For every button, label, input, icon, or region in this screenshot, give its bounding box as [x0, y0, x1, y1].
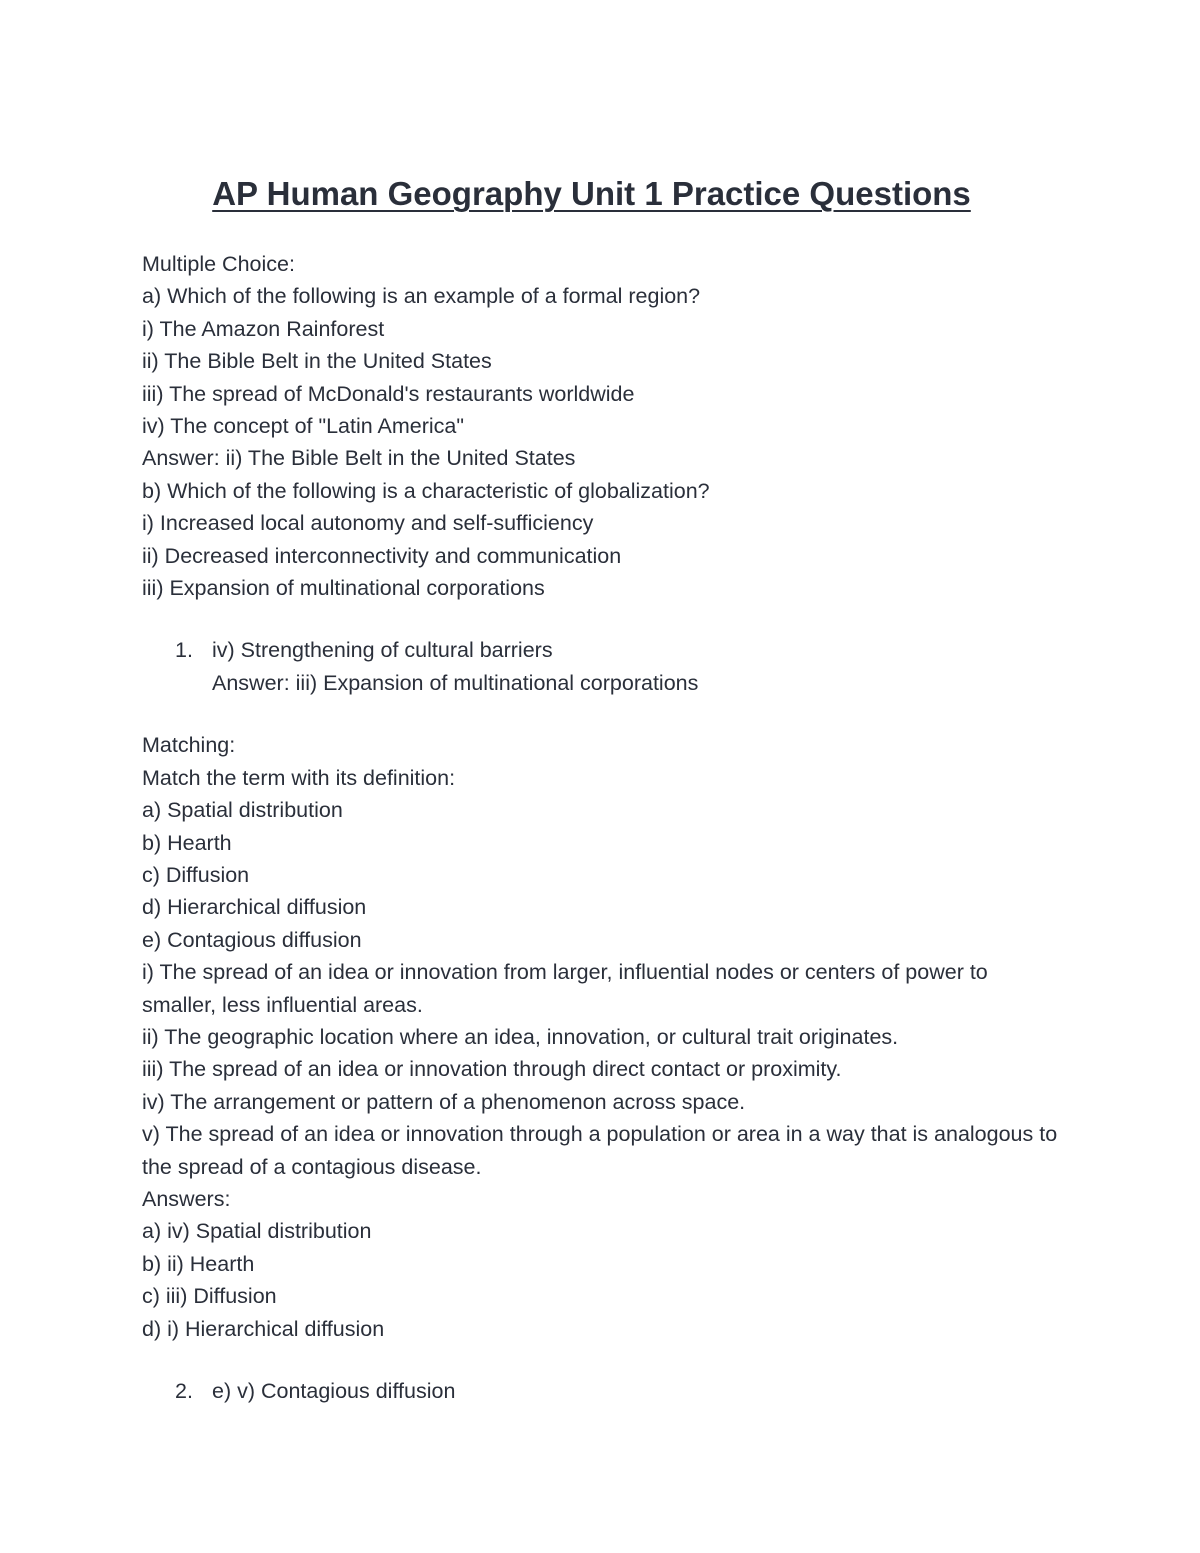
matching-term: c) Diffusion: [142, 862, 250, 887]
matching-instruction: Match the term with its definition:: [142, 765, 456, 790]
question-b-option: i) Increased local autonomy and self-sufficiency: [142, 511, 594, 536]
document-body: [142, 248, 1062, 1407]
matching-answer: a) iv) Spatial distribution: [142, 1219, 372, 1244]
question-a-option: iv) The concept of "Latin America": [142, 414, 464, 439]
question-b-option: ii) Decreased interconnectivity and communication: [142, 543, 622, 568]
matching-definition: ii) The geographic location where an idea, innovation, or cultural trait originates.: [142, 1024, 899, 1049]
question-a-option: iii) The spread of McDonald's restaurants worldwide: [142, 381, 635, 406]
list-number: 2.: [175, 1379, 193, 1403]
page-title: AP Human Geography Unit 1 Practice Questions: [212, 175, 971, 212]
matching-definition: iii) The spread of an idea or innovation through direct contact or proximity.: [142, 1057, 842, 1082]
matching-term: b) Hearth: [142, 830, 232, 855]
list-number: 1.: [175, 638, 193, 663]
question-a-answer: Answer: ii) The Bible Belt in the United States: [142, 446, 576, 471]
answers-heading: Answers:: [142, 1186, 231, 1211]
question-a: a) Which of the following is an example of a formal region?: [142, 284, 701, 309]
matching-term: e) Contagious diffusion: [142, 927, 362, 952]
question-a-option: i) The Amazon Rainforest: [142, 316, 385, 341]
matching-answer: c) iii) Diffusion: [142, 1284, 277, 1309]
matching-definition: i) The spread of an idea or innovation from larger, influential nodes or centers of power to smaller, less influential areas.: [142, 960, 988, 1017]
question-b-option: iv) Strengthening of cultural barriers: [212, 638, 553, 663]
matching-definition: iv) The arrangement or pattern of a phenomenon across space.: [142, 1089, 746, 1114]
question-b-answer: Answer: iii) Expansion of multinational corporations: [212, 670, 699, 695]
question-b-option: iii) Expansion of multinational corporations: [142, 576, 545, 601]
multiple-choice-heading: Multiple Choice:: [142, 252, 295, 276]
question-b: b) Which of the following is a characteristic of globalization?: [142, 478, 710, 503]
paragraph-gap: [142, 604, 1062, 634]
matching-answer: d) i) Hierarchical diffusion: [142, 1316, 385, 1341]
matching-answer: b) ii) Hearth: [142, 1251, 255, 1276]
question-a-option: ii) The Bible Belt in the United States: [142, 349, 492, 374]
matching-term: d) Hierarchical diffusion: [142, 895, 367, 920]
paragraph-gap: [142, 699, 1062, 729]
matching-term: a) Spatial distribution: [142, 798, 343, 823]
numbered-list-item: [142, 634, 1062, 699]
matching-heading: Matching:: [142, 733, 236, 758]
paragraph-gap: [142, 1345, 1062, 1375]
numbered-list-item: [142, 1375, 1062, 1407]
matching-definition: v) The spread of an idea or innovation through a population or area in a way that is analogous to the spread of a contagious disease.: [142, 1122, 1058, 1179]
matching-answer: e) v) Contagious diffusion: [212, 1379, 456, 1403]
